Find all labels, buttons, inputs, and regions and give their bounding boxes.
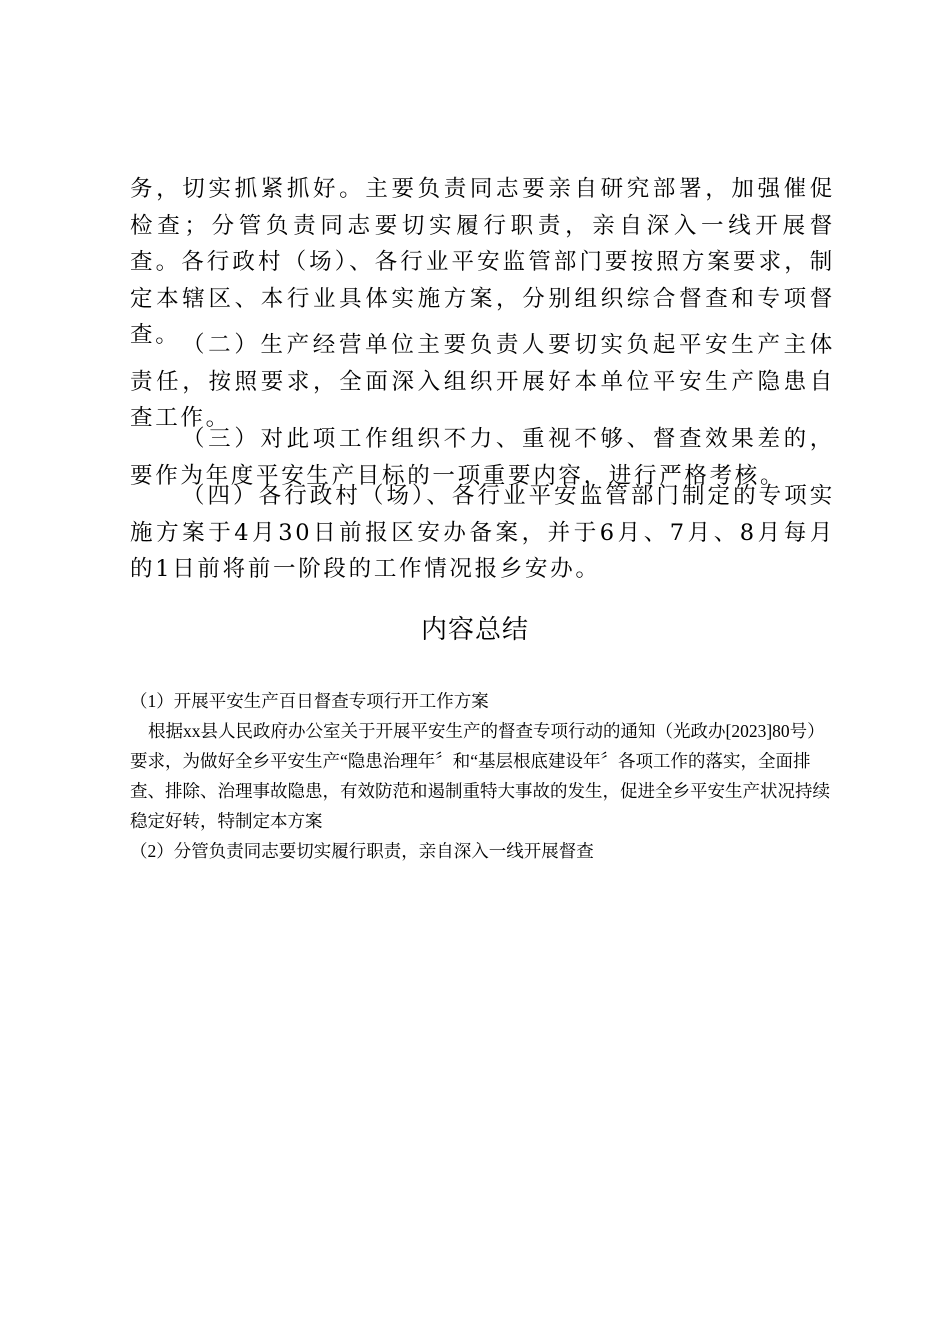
body-paragraph-4: [130, 478, 835, 588]
paragraph-text: 务，切实抓紧抓好。主要负责同志要亲自研究部署，加强催促检查；分管负责同志要切实履行职责，亲自深入一线开展督查。各行政村（场）、各行业平安监管部门要按照方案要求，制定本辖区、本行业具体实施方案，分别组织综合督查和专项督查。: [130, 176, 835, 348]
summary-item-2: （2）分管负责同志要切实履行职责，亲自深入一线开展督查: [130, 841, 594, 861]
summary-item-1: （1）开展平安生产百日督查专项行开工作方案: [130, 691, 489, 711]
summary-item-1-detail: 根据xx县人民政府办公室关于开展平安生产的督查专项行动的通知（光政办[2023]80号）要求，为做好全乡平安生产“隐患治理年〞和“基层根底建设年〞各项工作的落实，全面排查、排除、治理事故隐患，有效防范和遏制重特大事故的发生，促进全乡平安生产状况持续稳定好转，特制定本方案: [130, 721, 830, 831]
summary-heading: 内容总结: [420, 615, 529, 645]
paragraph-text: （二）生产经营单位主要负责人要切实负起平安生产主体责任，按照要求，全面深入组织开展好本单位平安生产隐患自查工作。: [130, 332, 835, 431]
summary-section: [130, 686, 835, 866]
paragraph-text: （四）各行政村（场）、各行业平安监管部门制定的专项实施方案于4月30日前报区安办备案，并于6月、7月、8月每月的1日前将前一阶段的工作情况报乡安办。: [130, 483, 835, 582]
paragraph-text: （三）对此项工作组织不力、重视不够、督查效果差的，要作为年度平安生产目标的一项重要内容，进行严格考核。: [130, 426, 835, 489]
